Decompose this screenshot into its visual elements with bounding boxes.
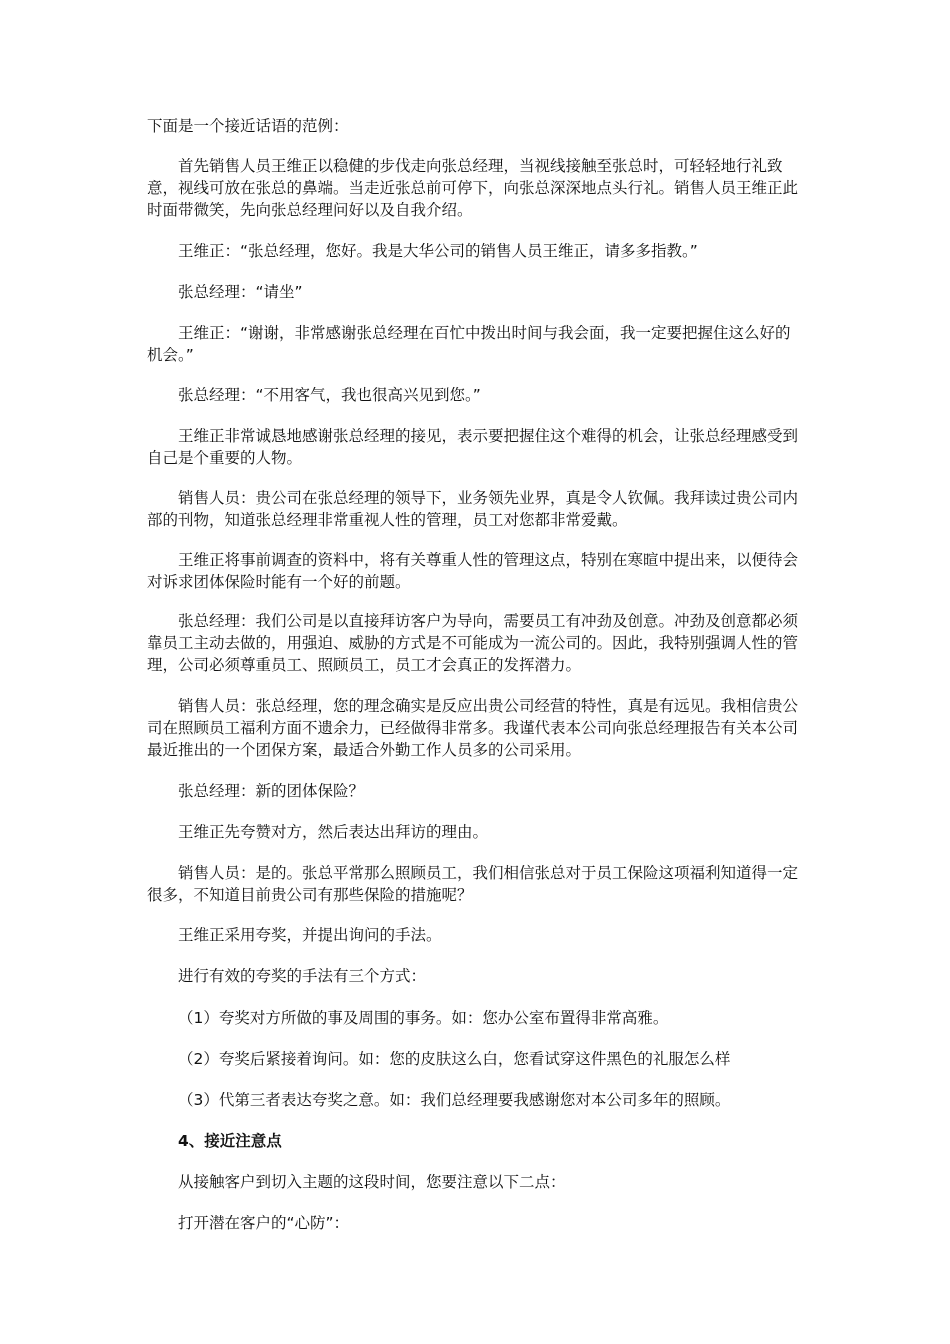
list-item: （2）夸奖后紧接着询问。如：您的皮肤这么白，您看试穿这件黑色的礼服怎么样 [178,1050,731,1068]
paragraph-dialogue: 销售人员：是的。张总平常那么照顾员工，我们相信张总对于员工保险这项福利知道得一定很多，不知道目前贵公司有那些保险的措施呢？ [147,864,799,904]
paragraph-dialogue: 销售人员：贵公司在张总经理的领导下，业务领先业界，真是令人钦佩。我拜读过贵公司内部的刊物，知道张总经理非常重视人性的管理，员工对您都非常爱戴。 [147,489,799,529]
paragraph-narration: 首先销售人员王维正以稳健的步伐走向张总经理，当视线接触至张总时，可轻轻地行礼致意，视线可放在张总的鼻端。当走近张总前可停下，向张总深深地点头行礼。销售人员王维正此时面带微笑，先向张总经理问好以及自我介绍。 [147,157,799,219]
paragraph-narration: 王维正将事前调查的资料中，将有关尊重人性的管理这点，特别在寒暄中提出来，以便待会对诉求团体保险时能有一个好的前题。 [147,551,799,591]
paragraph-dialogue: 张总经理：“请坐” [178,283,303,301]
paragraph-narration: 王维正采用夸奖，并提出询问的手法。 [178,926,442,944]
list-item: （1）夸奖对方所做的事及周围的事务。如：您办公室布置得非常高雅。 [178,1009,669,1027]
paragraph-narration: 从接触客户到切入主题的这段时间，您要注意以下二点： [178,1173,566,1191]
paragraph-narration: 进行有效的夸奖的手法有三个方式： [178,967,427,985]
section-heading: 4、接近注意点 [178,1132,282,1150]
paragraph-dialogue: 张总经理：我们公司是以直接拜访客户为导向，需要员工有冲劲及创意。冲劲及创意都必须靠员工主动去做的，用强迫、威胁的方式是不可能成为一流公司的。因此，我特别强调人性的管理，公司必须尊重员工、照顾员工，员工才会真正的发挥潜力。 [147,612,799,674]
paragraph-intro: 下面是一个接近话语的范例： [147,117,349,135]
paragraph-dialogue: 张总经理：新的团体保险？ [178,782,365,800]
paragraph-dialogue: 张总经理：“不用客气，我也很高兴见到您。” [178,386,481,404]
paragraph-dialogue: 销售人员：张总经理，您的理念确实是反应出贵公司经营的特性，真是有远见。我相信贵公司在照顾员工福利方面不遗余力，已经做得非常多。我谨代表本公司向张总经理报告有关本公司最近推出的一个团保方案，最适合外勤工作人员多的公司采用。 [147,697,799,759]
list-item: （3）代第三者表达夸奖之意。如：我们总经理要我感谢您对本公司多年的照顾。 [178,1091,731,1109]
paragraph-dialogue: 王维正：“谢谢，非常感谢张总经理在百忙中拨出时间与我会面，我一定要把握住这么好的机会。” [147,324,791,364]
paragraph-dialogue: 王维正：“张总经理，您好。我是大华公司的销售人员王维正，请多多指教。” [178,242,698,260]
paragraph-narration: 王维正先夸赞对方，然后表达出拜访的理由。 [178,823,489,841]
paragraph-narration: 王维正非常诚恳地感谢张总经理的接见，表示要把握住这个难得的机会，让张总经理感受到自己是个重要的人物。 [147,427,799,467]
paragraph-narration: 打开潜在客户的“心防”： [178,1214,350,1232]
